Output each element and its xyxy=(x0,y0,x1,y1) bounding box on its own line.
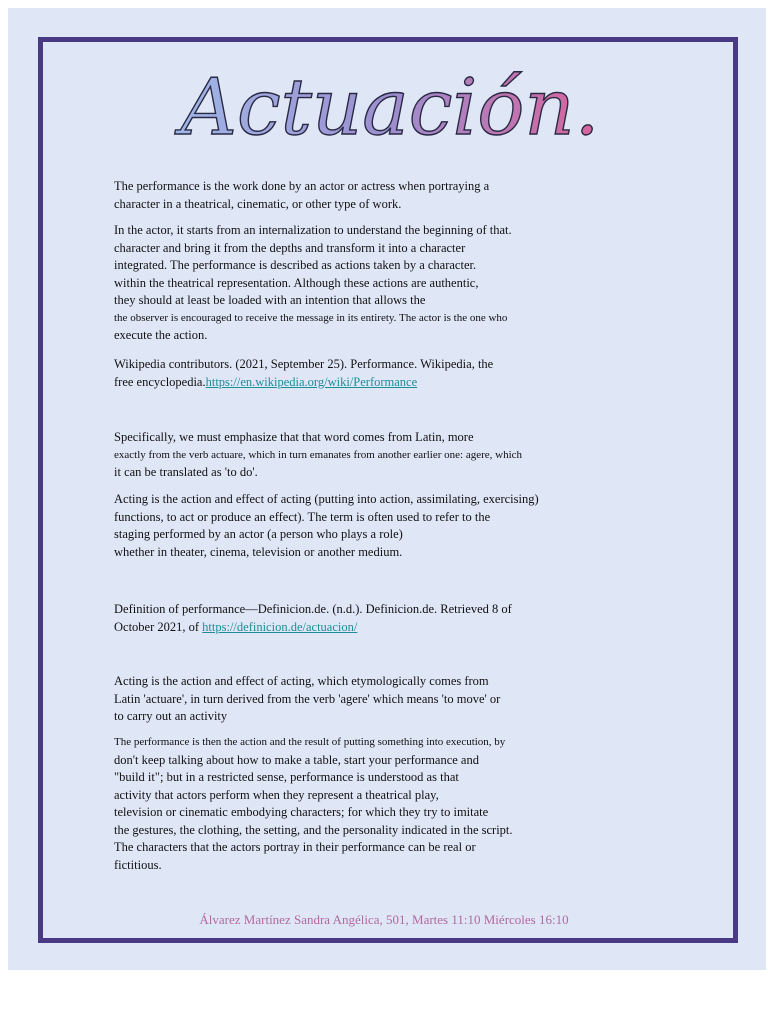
text-line: execute the action. xyxy=(114,328,208,342)
text-line: it can be translated as 'to do'. xyxy=(114,465,258,479)
text-line: fictitious. xyxy=(114,857,162,872)
citation-text: October 2021, of xyxy=(114,619,203,634)
text-line: Specifically, we must emphasize that that word comes from Latin, more xyxy=(114,430,474,444)
text-line: character in a theatrical, cinematic, or other type of work. xyxy=(114,196,402,211)
paragraph-5 xyxy=(114,673,554,726)
text-line: the gestures, the clothing, the setting, and the personality indicated in the script. xyxy=(114,822,513,837)
title-graphic xyxy=(170,52,610,162)
author-footer: Álvarez Martínez Sandra Angélica, 501, Martes 11:10 Miércoles 16:10 xyxy=(199,912,569,927)
text-line: character and bring it from the depths and transform it into a character xyxy=(114,240,466,255)
text-line: The performance is the work done by an actor or actress when portraying a xyxy=(114,179,490,193)
text-line: within the theatrical representation. Although these actions are authentic, xyxy=(114,275,479,290)
definicion-link[interactable]: https://definicion.de/actuacion/ xyxy=(202,619,358,634)
paragraph-6 xyxy=(114,734,554,874)
title-container xyxy=(170,52,610,162)
text-line xyxy=(114,374,554,392)
text-line: The characters that the actors portray in their performance can be real or xyxy=(114,840,476,854)
reference-1 xyxy=(114,356,554,391)
text-line: Latin 'actuare', in turn derived from the verb 'agere' which means 'to move' or xyxy=(114,691,501,706)
text-line: "build it"; but in a restricted sense, performance is understood as that xyxy=(114,770,459,784)
text-line: The performance is then the action and the result of putting something into execution, by xyxy=(114,736,506,748)
text-line: the observer is encouraged to receive the message in its entirety. The actor is the one who xyxy=(114,311,508,324)
text-line: don't keep talking about how to make a table, start your performance and xyxy=(114,752,479,767)
text-line: Definition of performance—Definicion.de. (n.d.). Definicion.de. Retrieved 8 of xyxy=(114,602,512,616)
text-line: they should at least be loaded with an intention that allows the xyxy=(114,293,426,307)
paragraph-2 xyxy=(114,222,572,345)
text-line xyxy=(114,619,554,637)
paragraph-1 xyxy=(114,178,554,213)
text-line: Acting is the action and effect of acting, which etymologically comes from xyxy=(114,674,489,688)
text-line: whether in theater, cinema, television or another medium. xyxy=(114,544,403,559)
text-line: exactly from the verb actuare, which in turn emanates from another earlier one: agere, which xyxy=(114,448,523,461)
citation-text: free encyclopedia. xyxy=(114,374,206,389)
text-line: integrated. The performance is described as actions taken by a character. xyxy=(114,258,477,272)
wikipedia-link[interactable]: https://en.wikipedia.org/wiki/Performance xyxy=(205,374,418,389)
page-title: Actuación. xyxy=(180,63,600,153)
text-line: functions, to act or produce an effect). The term is often used to refer to the xyxy=(114,509,491,524)
text-line: activity that actors perform when they represent a theatrical play, xyxy=(114,787,439,802)
text-line: to carry out an activity xyxy=(114,709,228,723)
text-line: staging performed by an actor (a person who plays a role) xyxy=(114,527,403,541)
text-line: Wikipedia contributors. (2021, September 25). Performance. Wikipedia, the xyxy=(114,357,494,371)
reference-2 xyxy=(114,601,554,636)
text-line: In the actor, it starts from an internalization to understand the beginning of that. xyxy=(114,223,512,237)
text-line: television or cinematic embodying characters; for which they try to imitate xyxy=(114,805,489,819)
paragraph-3 xyxy=(114,429,554,482)
paragraph-4 xyxy=(114,491,554,561)
text-line: Acting is the action and effect of acting (putting into action, assimilating, exercising) xyxy=(114,492,539,506)
